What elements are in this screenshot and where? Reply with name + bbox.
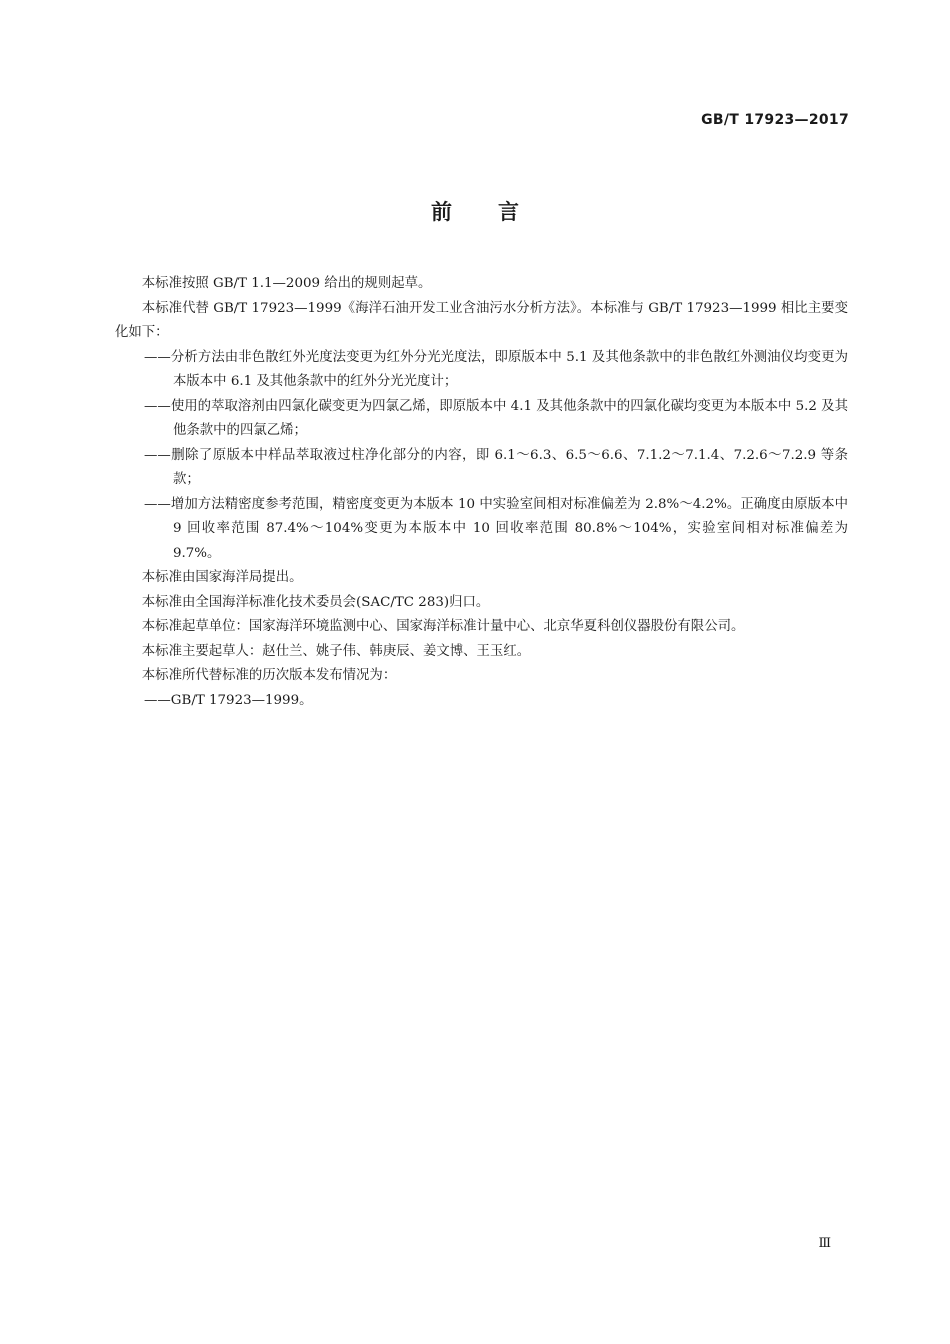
change-item-precision: ——增加方法精密度参考范围，精密度变更为本版本 10 中实验室间相对标准偏差为 2.8%～4.2%。正确度由原版本中 9 回收率范围 87.4%～104%变更为本版本中 10 回收率范围 80.8%～104%，实验室间相对标准偏差为 9.7%。	[144, 496, 848, 561]
paragraph-centralized-by: 本标准由全国海洋标准化技术委员会(SAC/TC 283)归口。	[141, 594, 490, 610]
page-title: 前言	[431, 200, 565, 224]
change-item-solvent: ——使用的萃取溶剂由四氯化碳变更为四氯乙烯，即原版本中 4.1 及其他条款中的四氯化碳均变更为本版本中 5.2 及其他条款中的四氯乙烯；	[144, 398, 848, 438]
paragraph-proposed-by: 本标准由国家海洋局提出。	[141, 570, 303, 585]
change-item-method: ——分析方法由非色散红外光度法变更为红外分光光度法，即原版本中 5.1 及其他条款中的非色散红外测油仪均变更为本版本中 6.1 及其他条款中的红外分光光度计；	[144, 349, 848, 389]
foreword-body	[115, 272, 848, 713]
paragraph-drafting-rules: 本标准按照 GB/T 1.1—2009 给出的规则起草。	[141, 276, 432, 291]
paragraph-replaces: 本标准代替 GB/T 17923—1999《海洋石油开发工业含油污水分析方法》。本标准与 GB/T 17923—1999 相比主要变化如下：	[115, 300, 848, 340]
paragraph-history: 本标准所代替标准的历次版本发布情况为：	[141, 668, 397, 683]
change-item-deleted: ——删除了原版本中样品萃取液过柱净化部分的内容，即 6.1～6.3、6.5～6.6、7.1.2～7.1.4、7.2.6～7.2.9 等条款；	[144, 447, 848, 487]
page-number: Ⅲ	[818, 1236, 831, 1251]
paragraph-drafters: 本标准主要起草人：赵仕兰、姚子伟、韩庚辰、姜文博、王玉红。	[141, 643, 531, 659]
history-item: ——GB/T 17923—1999。	[144, 692, 313, 708]
standard-code: GB/T 17923—2017	[701, 112, 849, 128]
paragraph-drafting-units: 本标准起草单位：国家海洋环境监测中心、国家海洋标准计量中心、北京华夏科创仪器股份有限公司。	[141, 619, 745, 634]
